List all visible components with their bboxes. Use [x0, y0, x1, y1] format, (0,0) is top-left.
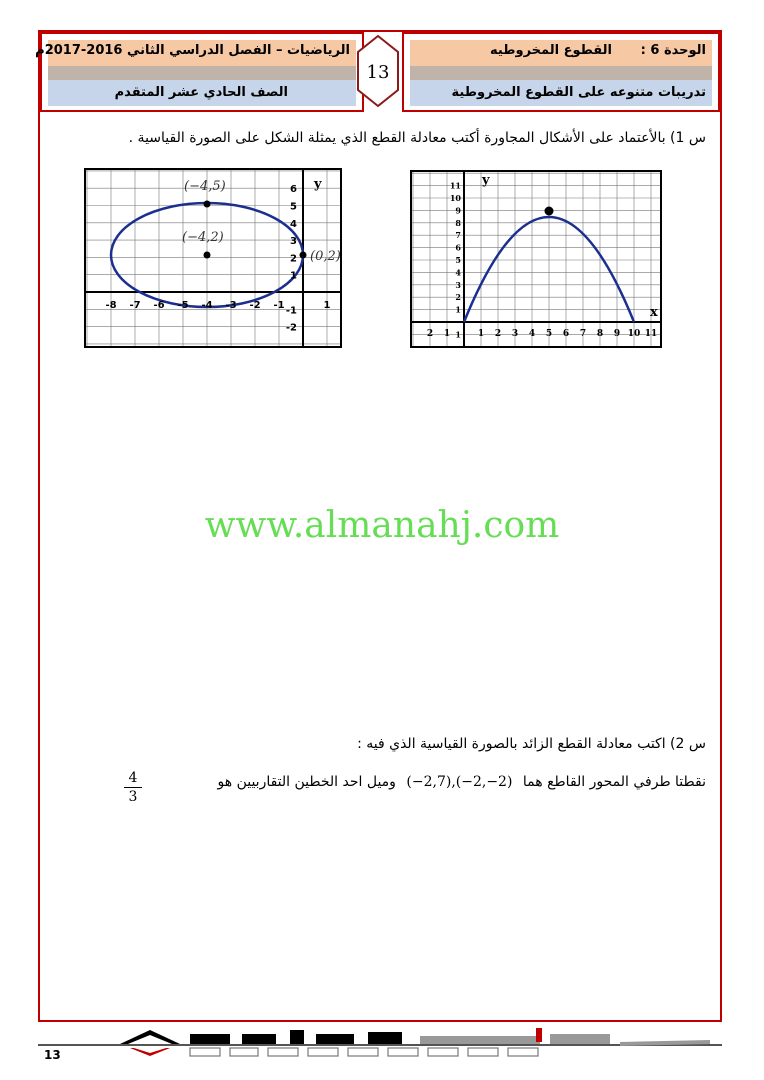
parabola-y-tick: 4 [455, 267, 461, 278]
parabola-x-tick: 1 [443, 329, 451, 339]
parabola-y-tick: 10 [449, 193, 461, 203]
parabola-x-tick: 2 [426, 329, 434, 339]
page-number-badge [356, 34, 400, 108]
ellipse-y-tick: 4 [290, 218, 297, 230]
label-center-point: (−4,2) [182, 230, 224, 245]
ellipse-y-tick: 1 [290, 270, 297, 282]
parabola-x-tick: 2 [494, 329, 502, 339]
parabola-x-tick: 1 [477, 329, 485, 339]
parabola-x-tick: 4 [528, 329, 536, 339]
badge-number: 13 [366, 62, 390, 83]
question-2-text: س 2) اكتب معادلة القطع الزائد بالصورة القياسية الذي فيه : [357, 736, 706, 752]
parabola-y-tick: 6 [455, 242, 461, 253]
slope-fraction [124, 770, 142, 805]
header-left-box [35, 32, 364, 112]
watermark: www.almanahj.com [204, 505, 560, 546]
slope-denominator: 3 [128, 789, 138, 805]
ellipse-y-tick: -2 [285, 322, 297, 334]
ellipse-x-tick: -1 [273, 300, 285, 311]
parabola-x-tick: 5 [545, 329, 553, 339]
math-warehouse-logo [110, 1026, 720, 1060]
ellipse-x-tick: -8 [105, 300, 117, 311]
parabola-y-tick: 9 [455, 205, 461, 216]
header-unit-label: الوحدة 6 : [640, 43, 706, 58]
parabola-y-tick: 3 [455, 279, 461, 290]
header-grade: الصف الحادي عشر المتقدم [114, 85, 288, 100]
parabola-y-tick: 1 [455, 329, 461, 340]
ellipse-x-tick: -7 [129, 300, 141, 311]
parabola-y-tick: 7 [455, 230, 461, 241]
label-top-point: (−4,5) [184, 179, 226, 194]
question-1-text: س 1) بالأعتماد على الأشكال المجاورة أكتب معادلة القطع الذي يمثلة الشكل على الصورة القياسية . [128, 130, 706, 146]
ellipse-x-tick: -6 [153, 300, 165, 311]
ellipse-y-tick: -1 [285, 305, 297, 317]
parabola-y-tick: 11 [449, 180, 461, 191]
parabola-y-tick: 5 [455, 255, 461, 265]
parabola-vertex-point [545, 207, 554, 216]
parabola-x-axis-label: x [650, 305, 658, 320]
parabola-y-axis-label: y [482, 173, 490, 188]
header-right-box [402, 32, 720, 112]
footer-page-number: 13 [44, 1048, 61, 1062]
header-exercise-title: تدريبات متنوعه على القطوع المخروطية [451, 85, 706, 100]
label-right-point: (0,2) [310, 249, 341, 264]
ellipse-x-tick: 1 [323, 300, 331, 311]
header-subject-term: الرياضيات – الفصل الدراسي الثاني 2016-2017م [35, 43, 350, 58]
parabola-x-tick: 10 [627, 329, 641, 339]
ellipse-y-tick: 6 [290, 184, 297, 196]
ellipse-vertex-point [204, 201, 211, 208]
parabola-x-tick: 9 [613, 329, 621, 339]
ellipse-x-tick: -3 [225, 300, 237, 311]
ellipse-y-tick: 2 [290, 253, 297, 265]
ellipse-graph [84, 168, 342, 348]
parabola-x-tick: 6 [562, 329, 570, 339]
ellipse-y-axis-label: y [314, 177, 322, 192]
ellipse-y-tick: 5 [290, 201, 297, 213]
ellipse-right-point [300, 252, 307, 259]
ellipse-y-tick: 3 [290, 236, 297, 248]
parabola-graph [410, 170, 662, 348]
condition-suffix: وميل احد الخطين التقاربيين هو [217, 774, 396, 790]
ellipse-center-point [204, 252, 211, 259]
parabola-x-tick: 11 [644, 329, 658, 339]
parabola-y-tick: 1 [455, 304, 461, 315]
parabola-x-tick: 8 [596, 329, 604, 339]
parabola-y-tick: 8 [455, 217, 461, 228]
header-unit-title: القطوع المخروطيه [490, 43, 612, 58]
axis-endpoints: (−2,7),(−2,−2) [406, 774, 513, 790]
ellipse-x-tick: -4 [201, 300, 213, 311]
ellipse-x-tick: -5 [177, 300, 189, 311]
question-2-condition [218, 774, 707, 790]
ellipse-x-tick: -2 [249, 300, 261, 311]
parabola-x-tick: 3 [511, 329, 519, 339]
condition-prefix: نقطتا طرفي المحور القاطع هما [522, 774, 706, 790]
parabola-x-tick: 7 [579, 329, 587, 339]
slope-numerator: 4 [128, 770, 138, 786]
parabola-y-tick: 2 [455, 292, 461, 303]
